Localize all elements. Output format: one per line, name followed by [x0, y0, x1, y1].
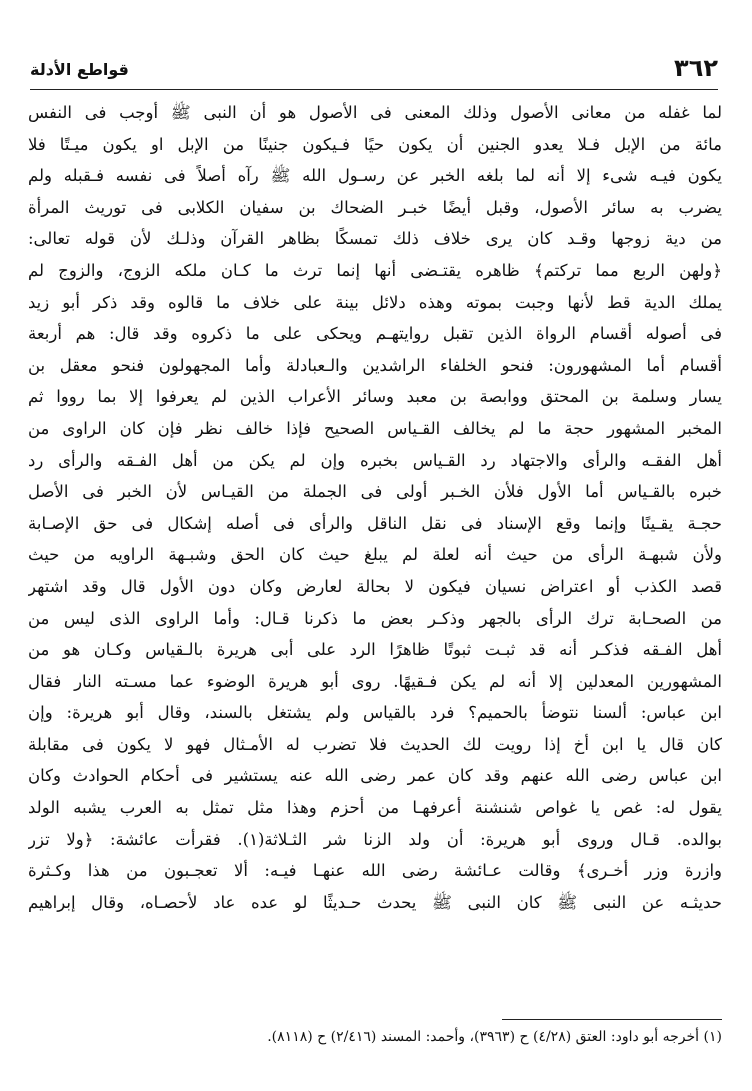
text-line: ﴿ولهن الربع مما تركتم﴾ ظاهره يقتـضى أنها إنما ترث ما كـان ملكه الزوج، والزوج لم — [28, 260, 722, 280]
text-line: يكون فيـه شىء إلا أنه لما بلغه الخبر عن رسـول الله ﷺ رآه أصلاً فى نفسه فـقبله ولم — [28, 166, 722, 186]
text-line: بوالده. قـال وروى أبو هريرة: أن ولد الزنا شر الثـلاثة(١). فقرأت عائشة: ﴿ولا تزر — [28, 829, 722, 849]
text-line: يضرب به سائر الأصول، وقبل أيضًا خبـر الضحاك بن سفيان الكلابى فى توريث المرأة — [28, 197, 722, 217]
header-divider — [30, 89, 718, 90]
text-line: المخبر المشهور حجة ما لم يخالف القـياس الصحيح فإذا خالف نظر فإن كان الراوى من — [28, 418, 722, 438]
text-line: أقسام أما المشهورون: فنحو الخلفاء الراشدين والـعبادلة وأما المجهولون فنحو معقل بن — [28, 355, 722, 375]
text-line: يملك الدية قط لأنها وجبت بموته وهذه دلائل بينة على خلاف ما قالوه وقد ذكر أبو زيد — [28, 292, 722, 312]
text-line: وازرة وزر أخـرى﴾ وقالت عـائشة رضى الله عنهـا فيـه: ألا تعجـبون من هذا وكـثرة — [28, 861, 722, 881]
text-line: من الصحـابة ترك الرأى بالجهر وذكـر بعض ما ذكرنا قـال: وأما الراوى الذى ليس من — [28, 608, 722, 628]
text-line: مائة من الإبل فـلا يعدو الجنين أن يكون حيًا فـيكون جنينًا من الإبل او يكون ميـتًا فلا — [28, 134, 722, 154]
text-line: أهل الفـقه فذكـر أنه قد ثبـت ثبوتًا ظاهرًا الرد على أبى هريرة بالـقياس وكـان هو من — [28, 640, 722, 660]
text-line: خبره بالقـياس أما الأول فلأن الخـبر أولى فى الجملة من القيـاس لأن الخبر فى الأصل — [28, 482, 722, 502]
main-text — [28, 97, 722, 918]
text-line: كان قال يا ابن أخ إذا رويت لك الحديث فلا تضرب له الأمـثال فهو لا يكون فى مقابلة — [28, 734, 722, 754]
text-line: فى أصوله أقسام الرواة الذين تقبل روايتهـم ويحكى على ما ذكروه وقد قال: هم أربعة — [28, 324, 722, 344]
text-line: قصد الكذب أو اعتراض نسيان فيكون لا بحالة لعارض وكان دون الأول قال وقد اشتهر — [28, 576, 722, 596]
footnote: (١) أخرجه أبو داود: العتق (٤/٢٨) ح (٣٩٦٣)، وأحمد: المسند (٢/٤١٦) ح (٨١١٨). — [267, 1029, 722, 1045]
text-line: من دية زوجها وقـد كان يرى خلاف ذلك تمسكًا بظاهر القرآن وذلـك لأن قوله تعالى: — [28, 229, 722, 249]
text-line: ابن عباس رضى الله عنهم وقد كان عمر رضى الله عنه يستشير فى أحكام الحوادث وكان — [28, 766, 722, 786]
text-line: يسار وسلمة بن المحتق ووابصة بن معبد وسائر الأعراب الذين لم يعرفوا إلا بما رووا ثم — [28, 387, 722, 407]
page-header — [30, 50, 718, 90]
text-line: لما غفله من معانى الأصول وذلك المعنى فى الأصول هو أن النبى ﷺ أوجب فى النفس — [28, 103, 722, 122]
text-line: حديثـه عن النبى ﷺ كان النبى ﷺ يحدث حـديثًا لو عده عاد لأحصـاه، وقال إبراهيم — [28, 892, 722, 912]
text-line: حجـة يقـينًا وإنما وقع الإسناد فى نقل الناقل والرأى فى أصله إشكال فى حق الإصـابة — [28, 513, 722, 533]
page-number: ٣٦٢ — [674, 54, 718, 82]
text-line: المشهورين المعدلين إلا أنه لم يكن فـقيهًا. روى أبو هريرة الوضوء عما مسـته النار فقال — [28, 671, 722, 691]
text-line: أهل الفقـه والرأى والاجتهاد رد القـياس بخبره وإن لم يكن من أهل الفـقه والرأى رد — [28, 450, 722, 470]
text-line: ابن عباس: ألسنا نتوضأ بالحميم؟ فرد بالقياس ولم يشتغل بالسند، وقال أبو هريرة: وإن — [28, 703, 722, 723]
text-line: يقول له: غص يا غواص شنشنة أعرفهـا من أحزم وهذا مثل تمثل به العرب يشبه الولد — [28, 798, 722, 818]
text-line: ولأن شبهـة الرأى من حيث أنه لعلة لم يبلغ حيث كان الحق وشبـهة الراويه من حيث — [28, 545, 722, 565]
running-title: قواطع الأدلة — [30, 60, 129, 79]
footnote-divider — [502, 1019, 722, 1020]
